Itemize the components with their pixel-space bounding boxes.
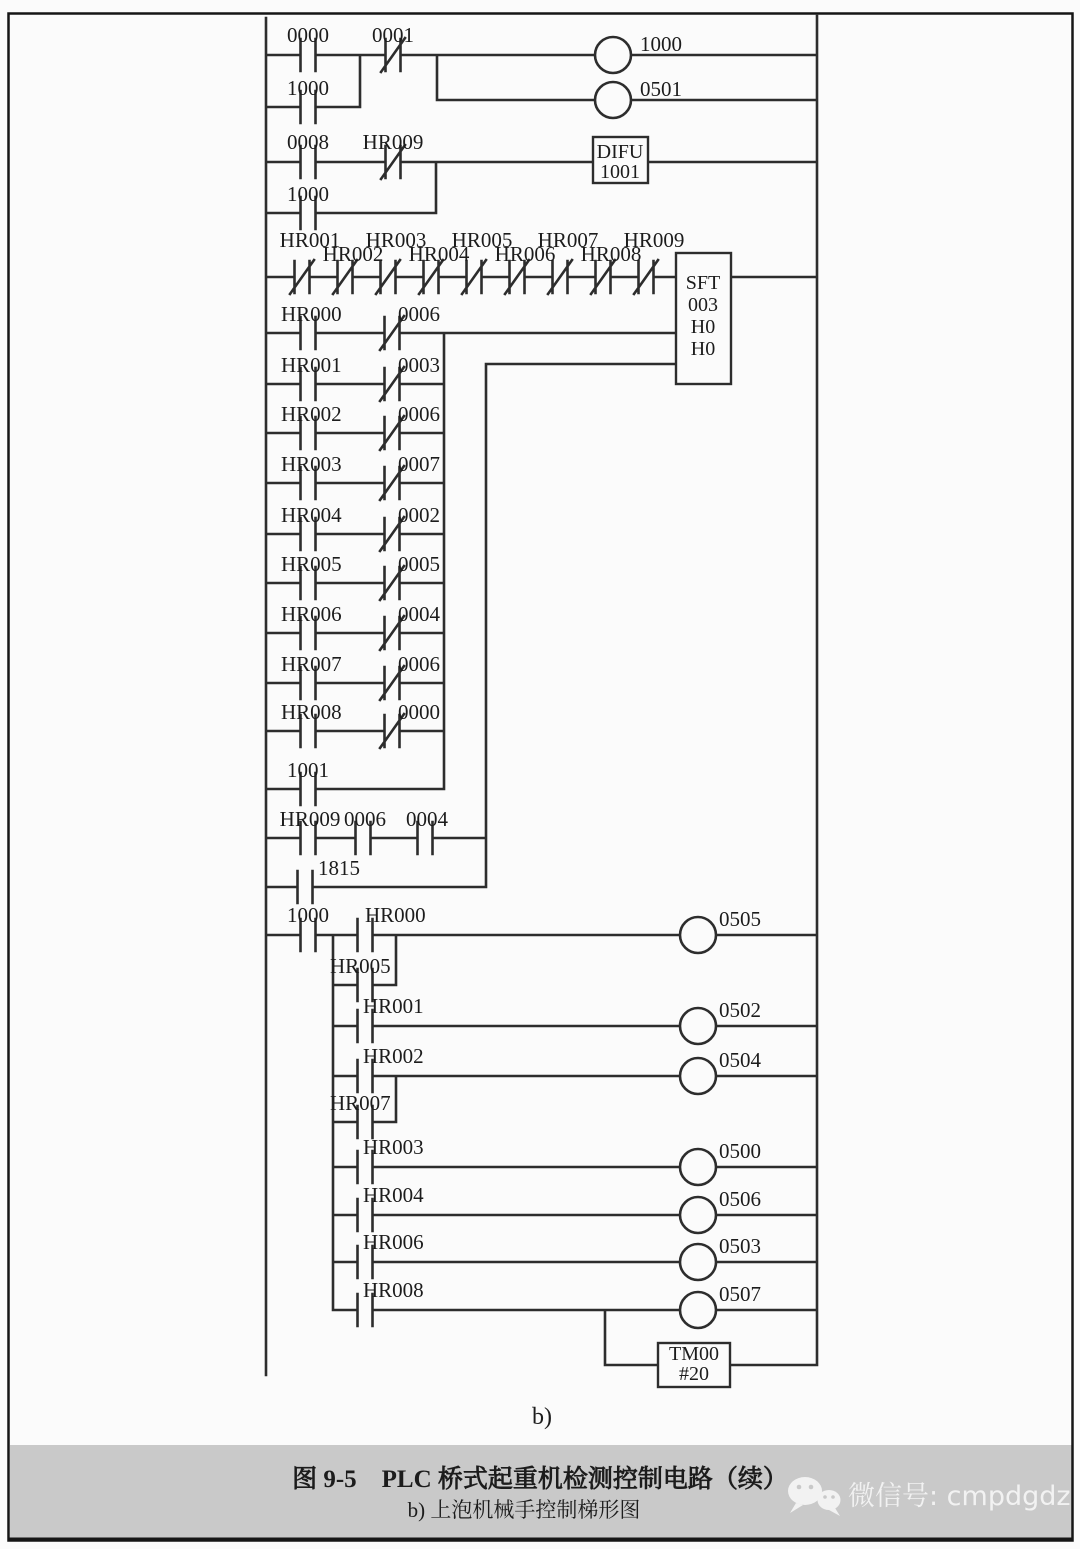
label-hr006-s: HR006 [494, 242, 556, 266]
label-coil-0502: 0502 [719, 998, 761, 1022]
label-hr005-s: HR005 [451, 228, 513, 252]
label-nc-0004: 0004 [398, 602, 440, 626]
tm00-text-2: #20 [679, 1363, 709, 1385]
coil-0502 [680, 1008, 716, 1044]
label-coil-1000: 1000 [640, 32, 682, 56]
difu-text-1: DIFU [596, 141, 644, 163]
label-nc-0007: 0007 [398, 452, 440, 476]
label-hr005-par: HR005 [330, 954, 391, 978]
label-hr005: HR005 [281, 552, 342, 576]
coil-0506 [680, 1197, 716, 1233]
watermark-text: 微信号: cmpdgdz [848, 1481, 1071, 1512]
label-hr004-s: HR004 [408, 242, 470, 266]
label-nc-0002: 0002 [398, 503, 440, 527]
difu-text-2: 1001 [600, 161, 640, 183]
label-coil-0505: 0505 [719, 907, 761, 931]
label-1001: 1001 [287, 758, 329, 782]
label-hr001-s: HR001 [279, 228, 341, 252]
label-1000-out: 1000 [287, 903, 329, 927]
coil-0504 [680, 1058, 716, 1094]
label-hr002: HR002 [281, 402, 342, 426]
sft-text-4: H0 [690, 338, 716, 360]
label-hr008: HR008 [281, 700, 342, 724]
coil-0501 [595, 82, 631, 118]
label-hr004: HR004 [281, 503, 342, 527]
label-1000-r2: 1000 [287, 182, 329, 206]
label-hr001: HR001 [281, 353, 342, 377]
label-hr007-s: HR007 [537, 228, 599, 252]
label-0008: 0008 [287, 130, 329, 154]
label-hr006: HR006 [281, 602, 342, 626]
label-0001: 0001 [372, 23, 414, 47]
label-hr004-out: HR004 [363, 1183, 424, 1207]
label-coil-0500: 0500 [719, 1139, 761, 1163]
label-nc-0006c: 0006 [398, 652, 440, 676]
coil-1000 [595, 37, 631, 73]
label-hr002-s: HR002 [322, 242, 384, 266]
label-nc-0006a: 0006 [398, 302, 440, 326]
tm00-text-1: TM00 [669, 1343, 719, 1365]
caption-title: 图 9-5 PLC 桥式起重机检测控制电路（续） [292, 1466, 788, 1493]
label-coil-0506: 0506 [719, 1187, 761, 1211]
label-hr008-s: HR008 [580, 242, 642, 266]
label-coil-0501: 0501 [640, 77, 682, 101]
label-coil-0507: 0507 [719, 1282, 761, 1306]
label-nc-0003: 0003 [398, 353, 440, 377]
sft-text-1: SFT [685, 272, 721, 294]
label-hr009-s: HR009 [623, 228, 685, 252]
label-hr008-out: HR008 [363, 1278, 424, 1302]
label-hr002-out: HR002 [363, 1044, 424, 1068]
label-1815: 1815 [318, 856, 360, 880]
label-nc-0005: 0005 [398, 552, 440, 576]
coil-0500 [680, 1149, 716, 1185]
label-0000: 0000 [287, 23, 329, 47]
label-0006-reset: 0006 [344, 807, 386, 831]
label-hr000: HR000 [281, 302, 342, 326]
label-hr007: HR007 [281, 652, 342, 676]
label-1000-r1: 1000 [287, 76, 329, 100]
coil-0507 [680, 1292, 716, 1328]
label-nc-0000: 0000 [398, 700, 440, 724]
label-hr000-out: HR000 [365, 903, 426, 927]
label-hr001-out: HR001 [363, 994, 424, 1018]
label-hr006-out: HR006 [363, 1230, 424, 1254]
coil-0505 [680, 917, 716, 953]
coil-0503 [680, 1244, 716, 1280]
figure-sublabel: b) [532, 1404, 552, 1430]
caption-subtitle: b) 上泡机械手控制梯形图 [407, 1498, 641, 1522]
label-hr007-par: HR007 [330, 1091, 391, 1115]
sft-text-3: H0 [690, 316, 716, 338]
label-hr003-s: HR003 [365, 228, 427, 252]
label-hr003-out: HR003 [363, 1135, 424, 1159]
label-hr009-reset: HR009 [279, 807, 341, 831]
label-coil-0503: 0503 [719, 1234, 761, 1258]
label-nc-0006b: 0006 [398, 402, 440, 426]
label-0004-reset: 0004 [406, 807, 448, 831]
label-hr003: HR003 [281, 452, 342, 476]
sft-text-2: 003 [688, 294, 718, 316]
label-coil-0504: 0504 [719, 1048, 761, 1072]
label-hr009: HR009 [362, 130, 424, 154]
